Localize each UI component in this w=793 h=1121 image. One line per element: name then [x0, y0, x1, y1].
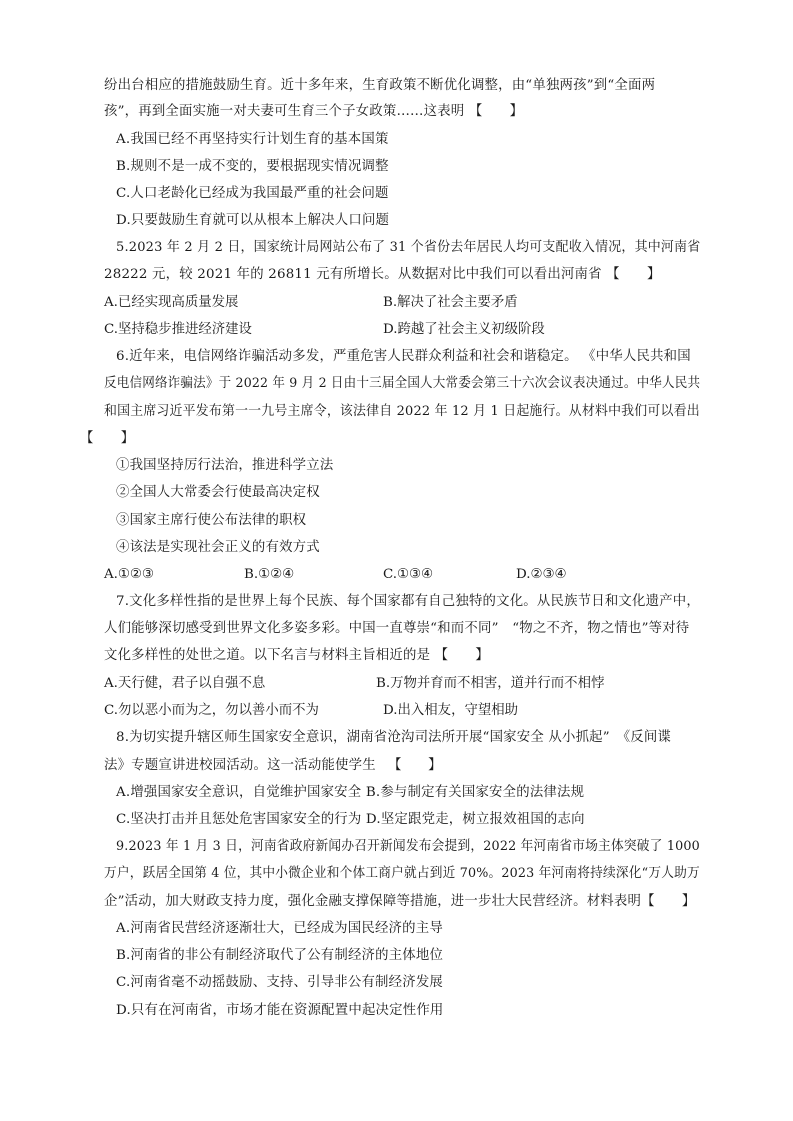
question-5-stem-line-1: 5.2023 年 2 月 2 日，国家统计局网站公布了 31 个省份去年居民人均可支配收入情况，其中河南省 — [116, 240, 701, 255]
question-9-option-d: D.只有在河南省，市场才能在资源配置中起决定性作用 — [116, 1003, 444, 1018]
question-6-option-b: B.①②④ — [244, 567, 295, 582]
question-7-stem-line-3: 文化多样性的处世之道。以下名言与材料主旨相近的是 【 】 — [104, 648, 489, 663]
question-6-stem-line-2: 反电信网络诈骗法》于 2022 年 9 月 2 日由十三届全国人大常委会第三十六次会议表决通过。中华人民共 — [104, 376, 701, 391]
question-5-stem-line-2: 28222 元，较 2021 年的 26811 元有所增长。从数据对比中我们可以看出河南省 【 】 — [104, 267, 661, 282]
question-6-option-d: D.②③④ — [516, 567, 567, 582]
question-7-option-a: A.天行健，君子以自强不息 — [104, 676, 266, 691]
question-9-option-a: A.河南省民营经济逐渐壮大，已经成为国民经济的主导 — [116, 921, 443, 936]
question-8-stem-line-1: 8.为切实提升辖区师生国家安全意识，湖南省沧沟司法所开展“国家安全 从小抓起” 《反间谍 — [116, 730, 672, 745]
question-6-option-a: A.①②③ — [104, 567, 154, 582]
question-9-stem-line-1: 9.2023 年 1 月 3 日，河南省政府新闻办召开新闻发布会提到，2022 年河南省市场主体突破了 1000 — [116, 839, 700, 854]
question-6-statement-2: ②全国人大常委会行使最高决定权 — [116, 485, 320, 500]
question-6-answer-bracket: 【 】 — [80, 431, 135, 446]
question-8-stem-line-2: 法》专题宣讲进校园活动。这一活动能使学生 — [104, 758, 376, 773]
question-7-option-c: C.勿以恶小而为之，勿以善小而不为 — [104, 703, 319, 718]
question-6-statement-1: ①我国坚持厉行法治，推进科学立法 — [116, 458, 334, 473]
question-7-option-d: D.出入相友，守望相助 — [383, 703, 519, 718]
question-6-stem-line-3: 和国主席习近平发布第一一九号主席令，该法律自 2022 年 12 月 1 日起施行。从材料中我们可以看出 — [104, 404, 700, 419]
question-4-option-a: A.我国已经不再坚持实行计划生育的基本国策 — [116, 132, 389, 147]
question-6-statement-3: ③国家主席行使公布法律的职权 — [116, 513, 307, 528]
question-8-answer-bracket: 【 】 — [388, 758, 442, 773]
question-6-option-c: C.①③④ — [383, 567, 434, 582]
question-4-option-b: B.规则不是一成不变的，要根据现实情况调整 — [116, 159, 389, 174]
question-5-option-a: A.已经实现高质量发展 — [104, 295, 239, 310]
question-4-option-d: D.只要鼓励生育就可以从根本上解决人口问题 — [116, 213, 390, 228]
question-7-stem-line-2: 人们能够深切感受到世界文化多姿多彩。中国一直尊崇“和而不同” “物之不齐，物之情也”等对待 — [104, 621, 690, 636]
question-5-option-b: B.解决了社会主要矛盾 — [383, 295, 518, 310]
question-4-stem-line-2: 孩”，再到全面实施一对夫妻可生育三个子女政策……这表明 【 】 — [104, 104, 524, 119]
question-8-options-c-d: C.坚决打击并且惩处危害国家安全的行为 D.坚定跟党走，树立报效祖国的志向 — [116, 812, 585, 827]
question-9-option-c: C.河南省毫不动摇鼓励、支持、引导非公有制经济发展 — [116, 975, 444, 990]
question-9-stem-line-3: 企”活动，加大财政支持力度，强化金融支撑保障等措施，进一步壮大民营经济。材料表明【 】 — [104, 894, 696, 909]
question-7-stem-line-1: 7.文化多样性指的是世界上每个民族、每个国家都有自己独特的文化。从民族节日和文化遗产中， — [116, 594, 700, 609]
question-5-option-d: D.跨越了社会主义初级阶段 — [383, 322, 545, 337]
question-9-option-b: B.河南省的非公有制经济取代了公有制经济的主体地位 — [116, 948, 444, 963]
question-4-option-c: C.人口老龄化已经成为我国最严重的社会问题 — [116, 186, 389, 201]
question-4-stem-line-1: 纷出台相应的措施鼓励生育。近十多年来，生育政策不断优化调整，由“单独两孩”到“全面两 — [104, 78, 656, 93]
question-6-statement-4: ④该法是实现社会正义的有效方式 — [116, 540, 320, 555]
question-9-stem-line-2: 万户，跃居全国第 4 位，其中小微企业和个体工商户就占到近 70%。2023 年河南将持续深化“万人助万 — [104, 866, 700, 881]
question-5-option-c: C.坚持稳步推进经济建设 — [104, 322, 252, 337]
question-6-stem-line-1: 6.近年来，电信网络诈骗活动多发，严重危害人民群众利益和社会和谐稳定。 《中华人民共和国 — [116, 349, 691, 364]
question-7-option-b: B.万物并育而不相害，道并行而不相悖 — [376, 676, 605, 691]
question-8-options-a-b: A.增强国家安全意识，自觉维护国家安全 B.参与制定有关国家安全的法律法规 — [116, 785, 585, 800]
